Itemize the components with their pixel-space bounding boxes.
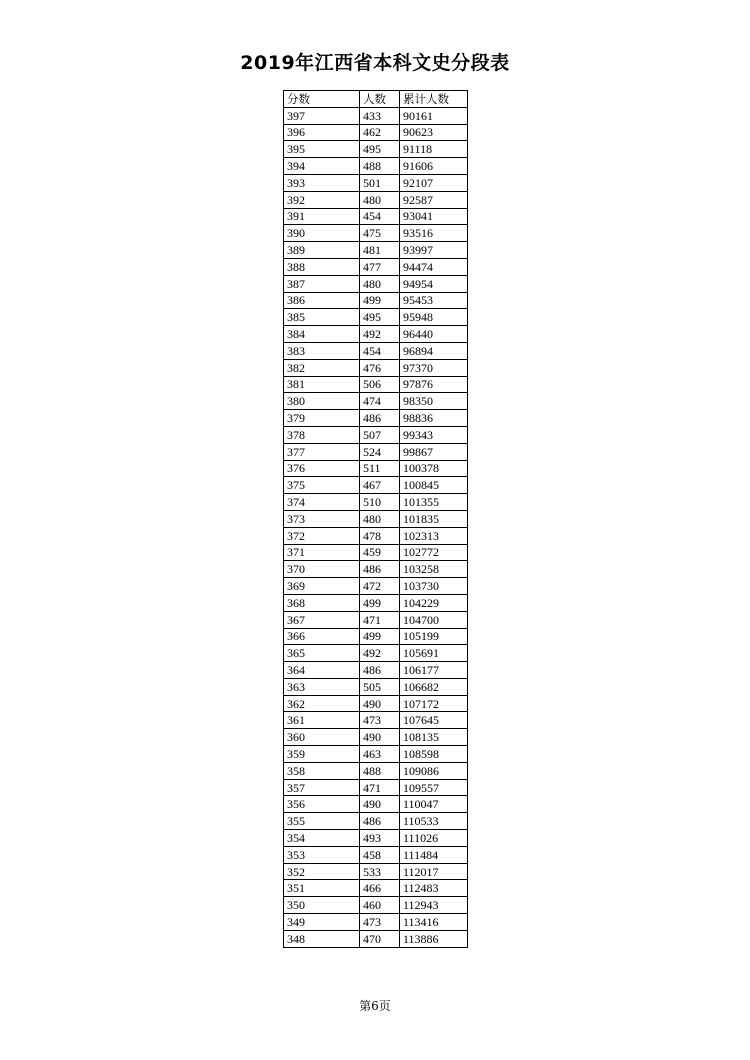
cell-count: 492 [360,645,400,662]
table-row [284,309,468,326]
cell-cumulative: 109557 [400,779,468,796]
table-row [284,830,468,847]
cell-cumulative: 98350 [400,393,468,410]
table-row [284,376,468,393]
cell-score: 389 [284,242,360,259]
cell-cumulative: 113416 [400,914,468,931]
table-row [284,746,468,763]
cell-cumulative: 100378 [400,460,468,477]
cell-cumulative: 102772 [400,544,468,561]
table-row [284,443,468,460]
cell-count: 475 [360,225,400,242]
cell-cumulative: 103258 [400,561,468,578]
table-row [284,208,468,225]
cell-score: 386 [284,292,360,309]
cell-score: 379 [284,410,360,427]
cell-score: 374 [284,494,360,511]
cell-count: 476 [360,359,400,376]
cell-score: 382 [284,359,360,376]
cell-cumulative: 105691 [400,645,468,662]
table-row [284,880,468,897]
table-row [284,594,468,611]
cell-cumulative: 90161 [400,107,468,124]
cell-count: 472 [360,578,400,595]
cell-count: 495 [360,141,400,158]
cell-score: 390 [284,225,360,242]
cell-score: 363 [284,678,360,695]
cell-count: 458 [360,846,400,863]
cell-cumulative: 99867 [400,443,468,460]
cell-cumulative: 91606 [400,158,468,175]
cell-score: 360 [284,729,360,746]
cell-cumulative: 95948 [400,309,468,326]
table-row [284,510,468,527]
table-row [284,292,468,309]
cell-score: 350 [284,897,360,914]
table-row [284,930,468,947]
cell-count: 499 [360,594,400,611]
cell-count: 466 [360,880,400,897]
cell-score: 372 [284,527,360,544]
cell-count: 486 [360,662,400,679]
cell-score: 348 [284,930,360,947]
table-row [284,897,468,914]
cell-score: 387 [284,275,360,292]
cell-score: 388 [284,258,360,275]
table-row [284,124,468,141]
table-row [284,914,468,931]
table-row [284,662,468,679]
cell-score: 385 [284,309,360,326]
cell-cumulative: 106177 [400,662,468,679]
cell-count: 463 [360,746,400,763]
cell-cumulative: 94474 [400,258,468,275]
cell-score: 378 [284,426,360,443]
table-body [284,107,468,947]
cell-cumulative: 96440 [400,326,468,343]
header-cumulative: 累计人数 [400,91,468,108]
cell-cumulative: 104229 [400,594,468,611]
cell-count: 499 [360,628,400,645]
table-row [284,342,468,359]
cell-score: 380 [284,393,360,410]
table-row [284,393,468,410]
cell-cumulative: 112017 [400,863,468,880]
cell-count: 471 [360,611,400,628]
cell-score: 358 [284,762,360,779]
cell-score: 351 [284,880,360,897]
cell-cumulative: 108135 [400,729,468,746]
table-row [284,611,468,628]
cell-cumulative: 102313 [400,527,468,544]
cell-cumulative: 109086 [400,762,468,779]
page-title: 2019年江西省本科文史分段表 [240,52,510,74]
cell-cumulative: 107645 [400,712,468,729]
cell-score: 370 [284,561,360,578]
cell-score: 355 [284,813,360,830]
cell-count: 473 [360,712,400,729]
cell-cumulative: 93516 [400,225,468,242]
cell-count: 511 [360,460,400,477]
cell-score: 373 [284,510,360,527]
cell-count: 474 [360,393,400,410]
cell-count: 462 [360,124,400,141]
cell-cumulative: 112943 [400,897,468,914]
cell-cumulative: 105199 [400,628,468,645]
cell-cumulative: 96894 [400,342,468,359]
cell-score: 357 [284,779,360,796]
table-row [284,107,468,124]
cell-count: 505 [360,678,400,695]
cell-count: 507 [360,426,400,443]
cell-score: 383 [284,342,360,359]
table-row [284,678,468,695]
table-row [284,191,468,208]
cell-cumulative: 111026 [400,830,468,847]
table-row [284,796,468,813]
cell-count: 533 [360,863,400,880]
cell-score: 381 [284,376,360,393]
table-row [284,695,468,712]
header-count: 人数 [360,91,400,108]
cell-count: 492 [360,326,400,343]
cell-count: 486 [360,813,400,830]
cell-cumulative: 93041 [400,208,468,225]
cell-cumulative: 108598 [400,746,468,763]
cell-cumulative: 98836 [400,410,468,427]
cell-cumulative: 92587 [400,191,468,208]
cell-cumulative: 104700 [400,611,468,628]
cell-cumulative: 97876 [400,376,468,393]
header-score: 分数 [284,91,360,108]
cell-cumulative: 101835 [400,510,468,527]
cell-cumulative: 101355 [400,494,468,511]
cell-score: 371 [284,544,360,561]
table-row [284,544,468,561]
score-table-container [283,90,468,948]
table-row [284,258,468,275]
cell-cumulative: 95453 [400,292,468,309]
table-row [284,158,468,175]
cell-cumulative: 103730 [400,578,468,595]
table-row [284,762,468,779]
table-row [284,527,468,544]
table-row [284,712,468,729]
cell-score: 368 [284,594,360,611]
cell-score: 395 [284,141,360,158]
cell-cumulative: 111484 [400,846,468,863]
cell-count: 490 [360,729,400,746]
cell-score: 366 [284,628,360,645]
cell-score: 377 [284,443,360,460]
cell-score: 394 [284,158,360,175]
cell-cumulative: 91118 [400,141,468,158]
cell-score: 362 [284,695,360,712]
cell-cumulative: 107172 [400,695,468,712]
cell-score: 369 [284,578,360,595]
cell-score: 397 [284,107,360,124]
cell-cumulative: 90623 [400,124,468,141]
cell-score: 364 [284,662,360,679]
table-row [284,863,468,880]
cell-count: 481 [360,242,400,259]
table-row [284,494,468,511]
cell-score: 392 [284,191,360,208]
cell-count: 486 [360,561,400,578]
table-row [284,242,468,259]
table-row [284,628,468,645]
cell-cumulative: 92107 [400,174,468,191]
cell-count: 480 [360,510,400,527]
table-header-row [284,91,468,108]
table-row [284,477,468,494]
cell-score: 391 [284,208,360,225]
page-number: 第6页 [359,999,391,1013]
cell-count: 499 [360,292,400,309]
cell-score: 353 [284,846,360,863]
cell-cumulative: 112483 [400,880,468,897]
cell-count: 493 [360,830,400,847]
cell-cumulative: 100845 [400,477,468,494]
cell-score: 361 [284,712,360,729]
cell-score: 365 [284,645,360,662]
table-row [284,779,468,796]
cell-cumulative: 110047 [400,796,468,813]
cell-count: 486 [360,410,400,427]
table-row [284,225,468,242]
table-row [284,645,468,662]
cell-count: 433 [360,107,400,124]
table-row [284,359,468,376]
table-row [284,326,468,343]
cell-count: 478 [360,527,400,544]
cell-cumulative: 99343 [400,426,468,443]
table-row [284,846,468,863]
cell-score: 349 [284,914,360,931]
cell-cumulative: 93997 [400,242,468,259]
cell-count: 470 [360,930,400,947]
table-row [284,578,468,595]
cell-count: 488 [360,762,400,779]
cell-count: 460 [360,897,400,914]
cell-score: 354 [284,830,360,847]
table-row [284,141,468,158]
cell-score: 375 [284,477,360,494]
cell-score: 376 [284,460,360,477]
cell-cumulative: 106682 [400,678,468,695]
table-row [284,729,468,746]
cell-count: 480 [360,275,400,292]
cell-score: 356 [284,796,360,813]
cell-count: 473 [360,914,400,931]
cell-count: 524 [360,443,400,460]
cell-count: 490 [360,796,400,813]
cell-count: 477 [360,258,400,275]
cell-cumulative: 94954 [400,275,468,292]
table-row [284,813,468,830]
cell-score: 393 [284,174,360,191]
table-row [284,561,468,578]
cell-score: 367 [284,611,360,628]
cell-score: 384 [284,326,360,343]
cell-cumulative: 97370 [400,359,468,376]
table-row [284,174,468,191]
cell-count: 510 [360,494,400,511]
cell-cumulative: 113886 [400,930,468,947]
cell-score: 396 [284,124,360,141]
score-distribution-table [283,90,468,948]
cell-score: 359 [284,746,360,763]
table-row [284,410,468,427]
cell-score: 352 [284,863,360,880]
cell-cumulative: 110533 [400,813,468,830]
table-row [284,460,468,477]
table-row [284,275,468,292]
cell-count: 480 [360,191,400,208]
cell-count: 501 [360,174,400,191]
cell-count: 454 [360,208,400,225]
cell-count: 459 [360,544,400,561]
cell-count: 467 [360,477,400,494]
cell-count: 471 [360,779,400,796]
cell-count: 454 [360,342,400,359]
cell-count: 488 [360,158,400,175]
table-row [284,426,468,443]
cell-count: 495 [360,309,400,326]
cell-count: 490 [360,695,400,712]
cell-count: 506 [360,376,400,393]
